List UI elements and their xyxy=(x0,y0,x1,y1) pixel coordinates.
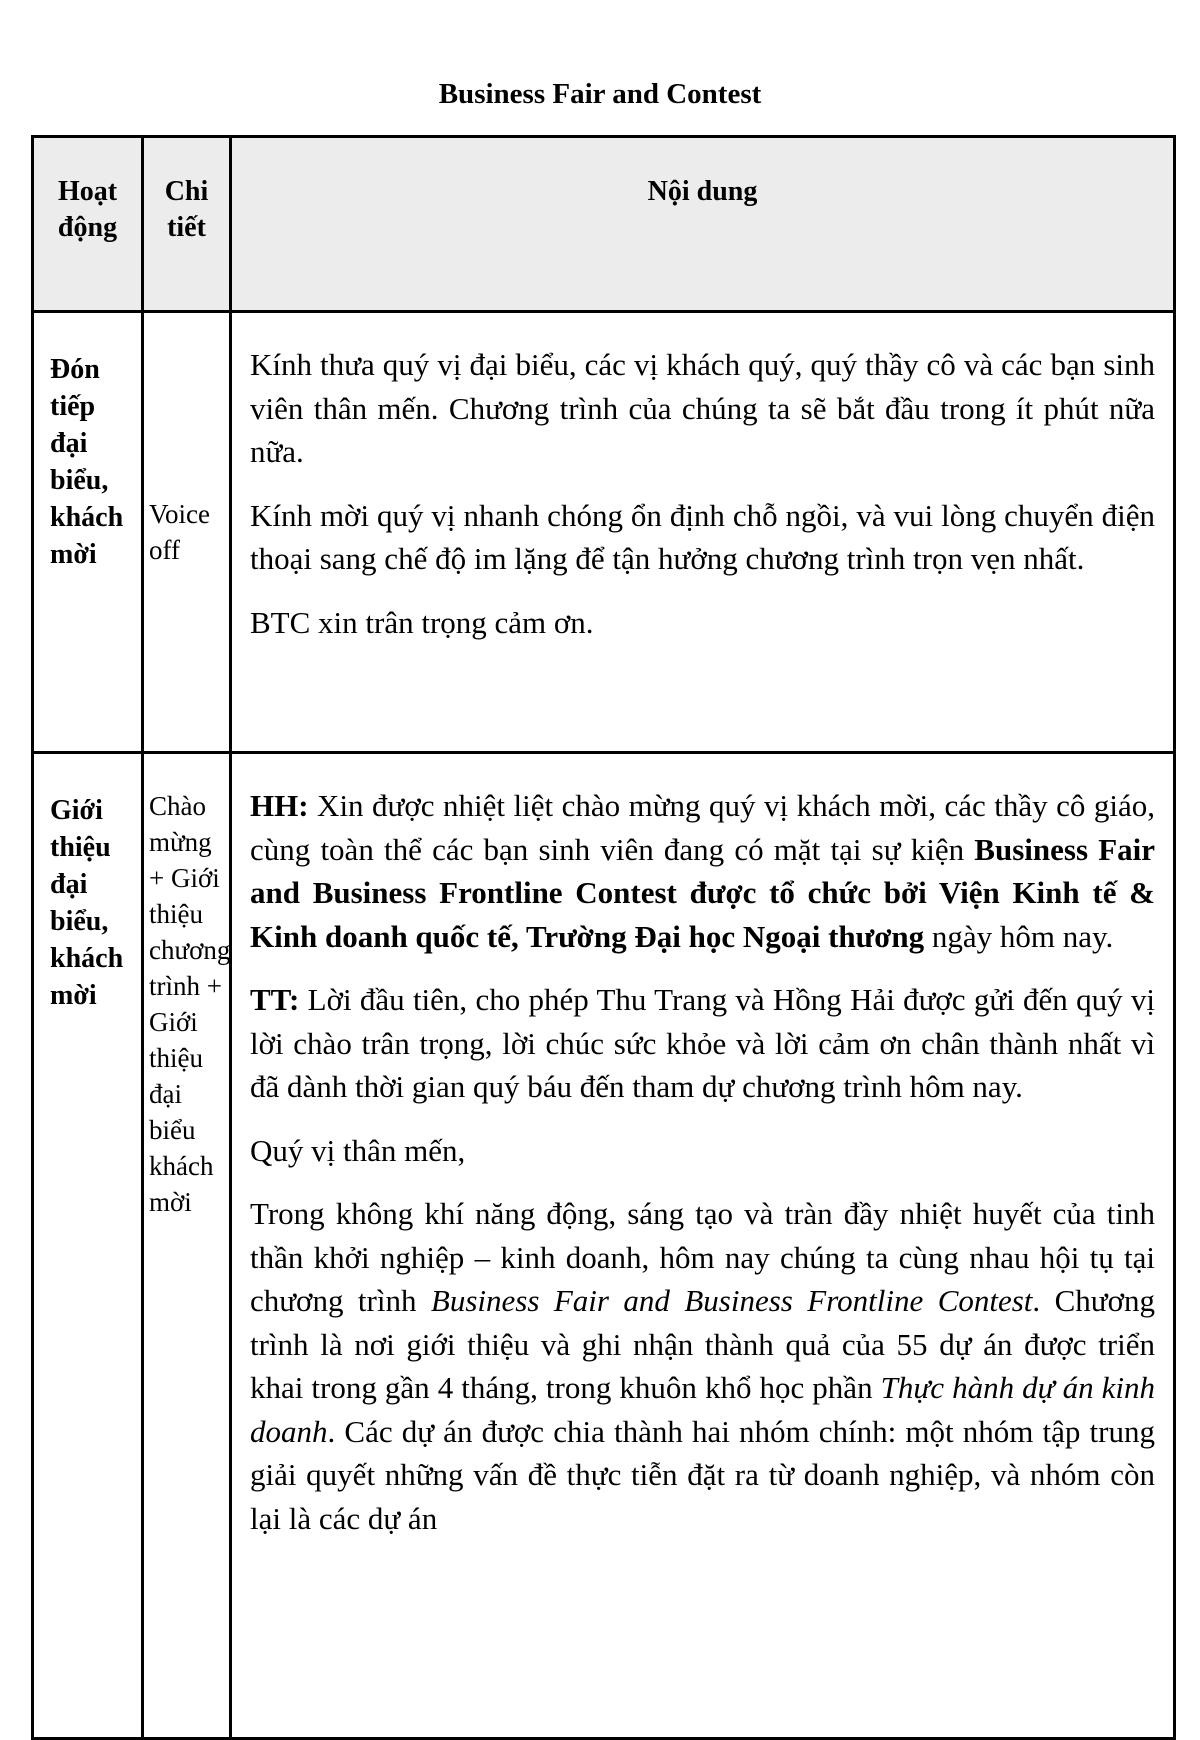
paragraph-text: . Chương trình là nơi giới thiệu và ghi nhận thành quả của 55 dự án được triển khai trong gần 4 tháng, trong khuôn khổ học phần xyxy=(250,1283,1155,1405)
content-paragraph xyxy=(250,784,1155,958)
table-header xyxy=(33,137,1175,312)
detail-cell: Voice off xyxy=(143,312,231,753)
header-activity: Hoạt động xyxy=(33,137,143,312)
activity-cell: Giới thiệu đại biểu, khách mời xyxy=(33,753,143,1739)
paragraph-text: Trong không khí năng động, sáng tạo và tràn đầy nhiệt huyết của tinh thần khởi nghiệp – kinh doanh, hôm nay chúng ta cùng nhau hội tụ tại chương trình xyxy=(250,1196,1155,1318)
table-row xyxy=(33,753,1175,1739)
header-content: Nội dung xyxy=(231,137,1175,312)
paragraph-text: ngày hôm nay. xyxy=(924,918,1114,954)
content-cell xyxy=(231,312,1175,753)
paragraph-text: Xin được nhiệt liệt chào mừng quý vị khách mời, các thầy cô giáo, cùng toàn thể các bạn sinh viên đang có mặt tại sự kiện xyxy=(250,788,1155,867)
header-detail: Chi tiết xyxy=(143,137,231,312)
event-name-bold: Business Fair and Business Frontline Contest được tổ chức bởi Viện Kinh tế & Kinh doanh quốc tế, Trường Đại học Ngoại thương xyxy=(250,831,1156,954)
paragraph-text: . Các dự án được chia thành hai nhóm chính: một nhóm tập trung giải quyết những vấn đề thực tiễn đặt ra từ doanh nghiệp, và nhóm còn lại là các dự án xyxy=(250,1413,1155,1536)
content-paragraph xyxy=(250,1192,1155,1540)
document-title: Business Fair and Contest xyxy=(438,78,762,110)
content-paragraph: Quý vị thân mến, xyxy=(250,1132,466,1168)
content-paragraph: BTC xin trân trọng cảm ơn. xyxy=(250,604,594,640)
detail-cell: Chào mừng + Giới thiệu chương trình + Giới thiệu đại biểu khách mời xyxy=(143,753,231,1739)
content-cell xyxy=(231,753,1175,1739)
speaker-label: HH: xyxy=(250,788,309,823)
content-paragraph: Kính thưa quý vị đại biểu, các vị khách quý, quý thầy cô và các bạn sinh viên thân mến. Chương trình của chúng ta sẽ bắt đầu trong ít phút nữa nữa. xyxy=(250,347,1155,469)
content-paragraph xyxy=(250,978,1155,1109)
paragraph-text: Lời đầu tiên, cho phép Thu Trang và Hồng Hải được gửi đến quý vị lời chào trân trọng, lời chúc sức khỏe và lời cảm ơn chân thành nhất vì đã dành thời gian quý báu đến tham dự chương trình hôm nay. xyxy=(250,982,1155,1104)
content-paragraph: Kính mời quý vị nhanh chóng ổn định chỗ ngồi, và vui lòng chuyển điện thoại sang chế độ im lặng để tận hưởng chương trình trọn vẹn nhất. xyxy=(250,497,1155,576)
speaker-label: TT: xyxy=(250,982,300,1017)
activity-cell: Đón tiếp đại biểu, khách mời xyxy=(33,312,143,753)
program-script-table xyxy=(31,135,1176,1740)
table-row xyxy=(33,312,1175,753)
course-name-italic: Thực hành dự án kinh doanh xyxy=(250,1370,1155,1449)
event-name-italic: Business Fair and Business Frontline Contest xyxy=(430,1283,1033,1318)
